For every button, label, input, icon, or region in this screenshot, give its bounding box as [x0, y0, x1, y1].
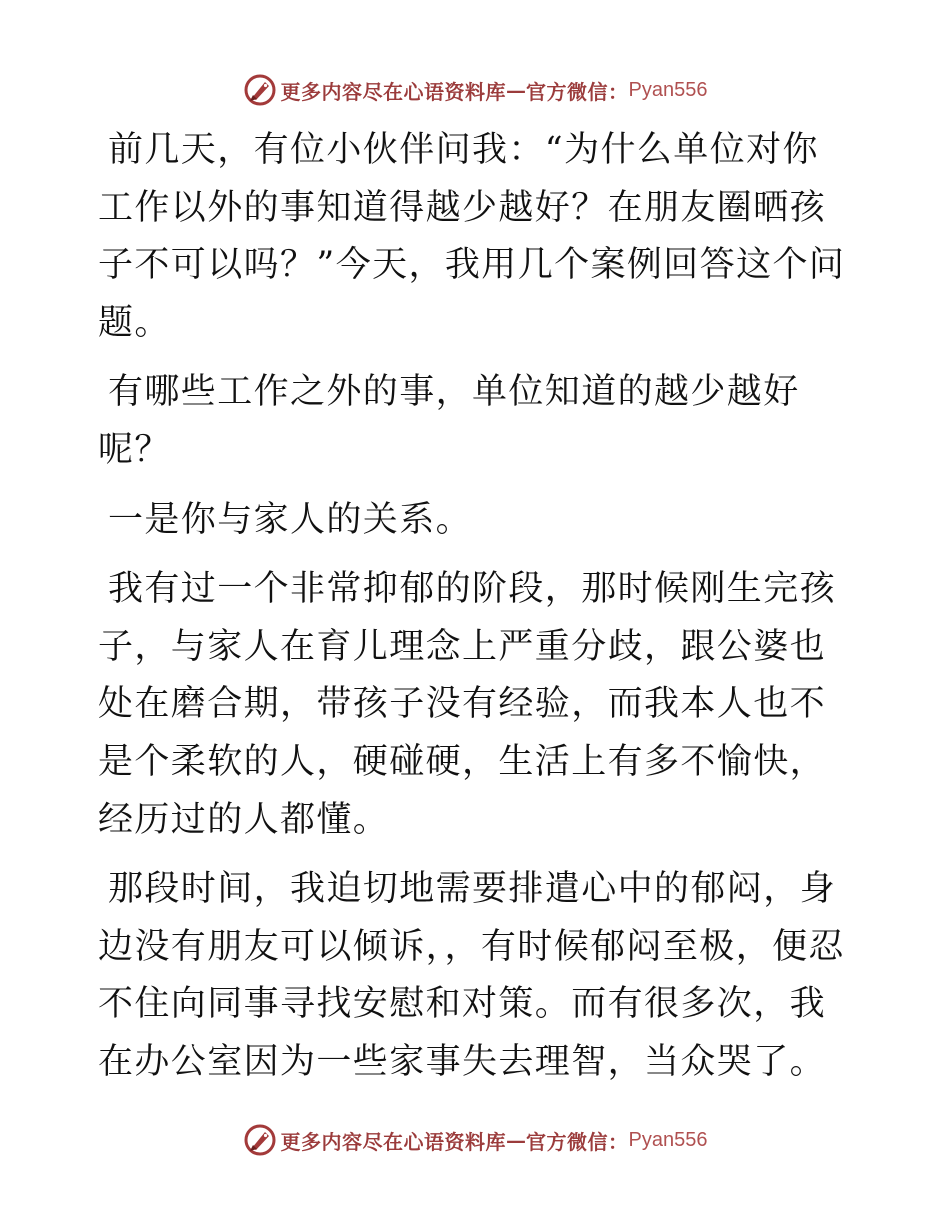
header-brand-text: 更多内容尽在心语资料库: [280, 79, 507, 104]
pen-nib-logo-icon: [243, 1123, 277, 1157]
paragraph-3: 一是你与家人的关系。: [108, 499, 473, 540]
paragraph-2: 有哪些工作之外的事，单位知道的越少越好呢？: [98, 372, 800, 470]
paragraph-4: 我有过一个非常抑郁的阶段，那时候刚生完孩子，与家人在育儿理念上严重分歧，跟公婆也处在磨合期，带孩子没有经验，而我本人也不是个柔软的人，硬碰硬，生活上有多不愉快，经历过的人都懂。: [98, 569, 837, 840]
header-separator: —: [506, 78, 527, 102]
footer-wechat-id: Pyan556: [628, 1128, 708, 1151]
header-banner: [0, 70, 950, 110]
pen-nib-logo-icon: [243, 73, 277, 107]
footer-separator: —: [506, 1128, 527, 1152]
header-wechat-id: Pyan556: [628, 78, 708, 101]
footer-wechat-label: 官方微信：: [526, 1129, 629, 1154]
footer-brand-text: 更多内容尽在心语资料库: [280, 1129, 507, 1154]
paragraph-5: 那段时间，我迫切地需要排遣心中的郁闷，身边没有朋友可以倾诉，，有时候郁闷至极，便忍不住向同事寻找安慰和对策。而有很多次，我在办公室因为一些家事失去理智，当众哭了。: [98, 869, 845, 1082]
footer-banner: [0, 1120, 950, 1160]
header-wechat-label: 官方微信：: [526, 79, 629, 104]
paragraph-1: 前几天，有位小伙伴问我：“为什么单位对你工作以外的事知道得越少越好？在朋友圈晒孩子不可以吗？”今天，我用几个案例回答这个问题。: [98, 130, 846, 343]
article-body: [98, 122, 850, 1104]
